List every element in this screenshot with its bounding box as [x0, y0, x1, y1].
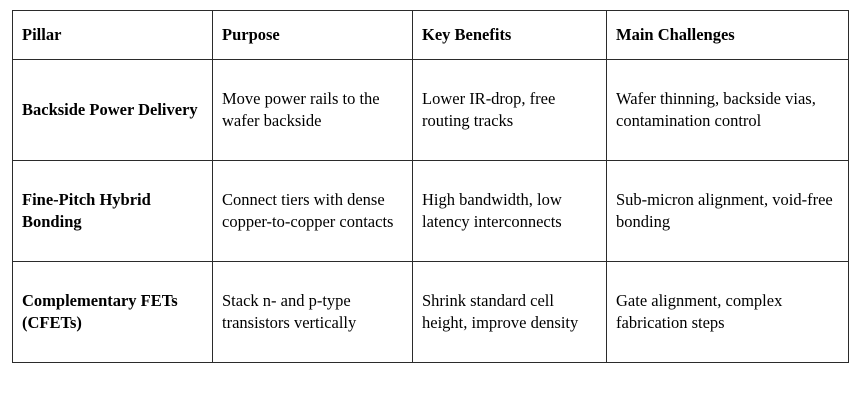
table-row	[13, 60, 849, 161]
cell-key-benefits: Lower IR-drop, free routing tracks	[413, 60, 607, 161]
cell-pillar: Backside Power Delivery	[13, 60, 213, 161]
table-header-row	[13, 11, 849, 60]
cell-purpose: Stack n- and p-type transistors vertically	[213, 262, 413, 363]
cell-pillar: Fine-Pitch Hybrid Bonding	[13, 161, 213, 262]
column-header-pillar: Pillar	[13, 11, 213, 60]
cell-purpose: Move power rails to the wafer backside	[213, 60, 413, 161]
table-row	[13, 262, 849, 363]
column-header-purpose: Purpose	[213, 11, 413, 60]
table-row	[13, 161, 849, 262]
table-body	[13, 60, 849, 363]
cell-purpose: Connect tiers with dense copper-to-copper contacts	[213, 161, 413, 262]
cell-main-challenges: Gate alignment, complex fabrication steps	[607, 262, 849, 363]
cell-main-challenges: Sub-micron alignment, void-free bonding	[607, 161, 849, 262]
table-header	[13, 11, 849, 60]
cell-pillar: Complementary FETs (CFETs)	[13, 262, 213, 363]
column-header-key-benefits: Key Benefits	[413, 11, 607, 60]
cell-key-benefits: Shrink standard cell height, improve density	[413, 262, 607, 363]
column-header-main-challenges: Main Challenges	[607, 11, 849, 60]
pillar-comparison-table	[12, 10, 849, 363]
cell-key-benefits: High bandwidth, low latency interconnects	[413, 161, 607, 262]
cell-main-challenges: Wafer thinning, backside vias, contamination control	[607, 60, 849, 161]
